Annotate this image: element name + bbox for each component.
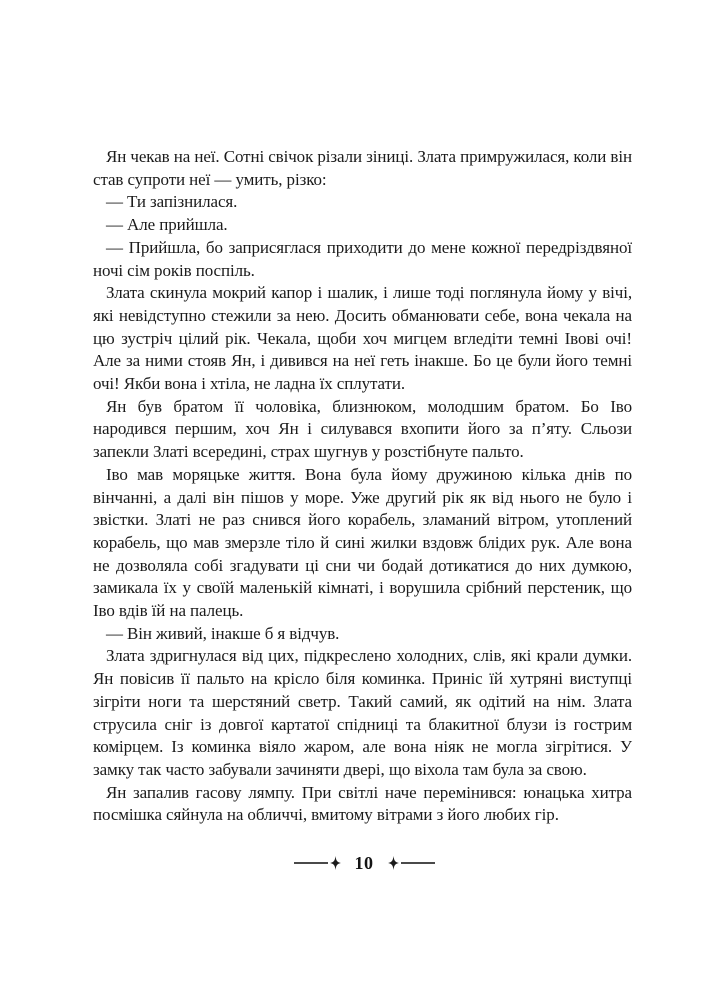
dialogue-line: — Він живий, інакше б я відчув. (106, 623, 340, 643)
dialogue-line: — Ти запізнилася. (106, 192, 238, 212)
page-footer (0, 854, 728, 872)
footer-rule-left (294, 862, 328, 863)
page-number: 10 (354, 853, 374, 873)
paragraph: Злата здригнулася від цих, підкреслено холодних, слів, які крали думки. Ян повісив її пальто на крісло біля коминка. Приніс їй хутряні виступці зігріти ноги та шерстяний светр. Такий самий, як одітий на нім. Злата струсила сніг із довгої картатої спідниці та блакитної блузи із гострим комірцем. Із коминка віяло жаром, але вона ніяк не могла зігрітися. У замку так часто забували зачиняти двері, що віхола там була за свою. (93, 646, 632, 779)
page-text (93, 146, 632, 827)
paragraph: Ян був братом її чоловіка, близнюком, молодшим братом. Бо Іво народився першим, хоч Ян і силувався вхопити його за п’яту. Сльози запекли Златі всередині, страх шугнув у розстібнуте пальто. (93, 396, 632, 462)
paragraph: Злата скинула мокрий капор і шалик, і лише тоді поглянула йому у вічі, які невідступно стежили за нею. Досить обманювати себе, вона чекала на цю зустріч цілий рік. Чекала, щоби хоч мигцем вгледіти темні Івові очі! Але за ними стояв Ян, і дивився на неї геть інакше. Бо це були його темні очі! Якби вона і хтіла, не ладна їх сплутати. (93, 283, 632, 394)
four-pointed-star-icon (330, 856, 341, 870)
footer-rule-right (401, 862, 435, 863)
dialogue-line: — Але прийшла. (106, 215, 228, 235)
dialogue-line: — Прийшла, бо заприсяглася приходити до мене кожної передріздвяної ночі сім років поспіль. (93, 237, 632, 280)
paragraph: Ян запалив гасову лямпу. При світлі наче перемінився: юнацька хитра посмішка сяйнула на обличчі, вмитому вітрами з його любих гір. (93, 782, 632, 825)
paragraph: Іво мав моряцьке життя. Вона була йому дружиною кілька днів по вінчанні, а далі він пішов у море. Уже другий рік як від нього не було і звістки. Златі не раз снився його корабель, зламаний вітром, утоплений корабель, що мав змерзле тіло й сині жилки вздовж блідих рук. Але вона не дозволяла собі згадувати ці сни чи бодай дотикатися до них думкою, замикала їх у своїй маленькій кімнаті, і ворушила срібний перстеник, що Іво вдів їй на палець. (93, 464, 632, 621)
four-pointed-star-icon (388, 856, 399, 870)
paragraph: Ян чекав на неї. Сотні свічок різали зіниці. Злата примружилася, коли він став супроти неї — умить, різко: (93, 147, 632, 189)
